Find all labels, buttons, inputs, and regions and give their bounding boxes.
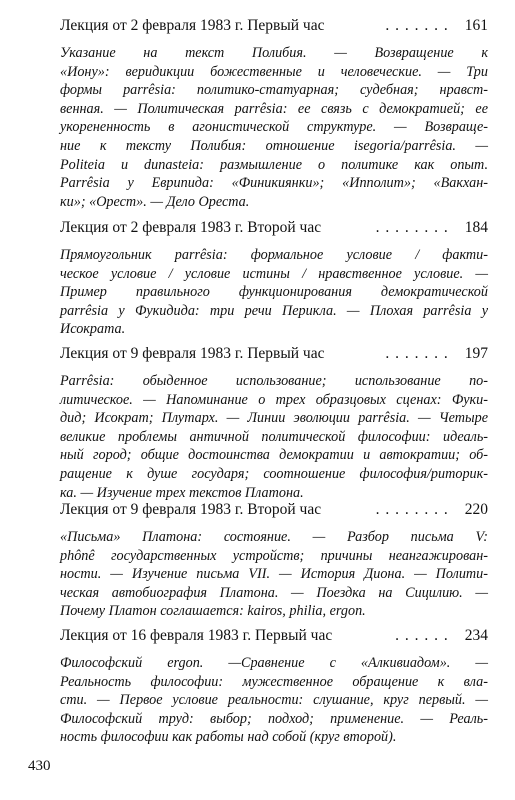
summary-line: Философский труд: выбор; подход; применение. — Реаль- — [60, 710, 488, 727]
summary-line: «Письма» Платона: состояние. — Разбор письма V: — [60, 529, 488, 545]
summary-line: дид; Исократ; Плутарх. — Линии эволюции parrêsia. — Четыре — [60, 410, 488, 427]
lecture-summary — [60, 528, 488, 621]
toc-entry — [60, 500, 488, 621]
summary-line: укорененность в агонистической структуре. — Возвраще- — [60, 119, 488, 136]
summary-line: Пример правильного функционирования демократической — [60, 284, 488, 301]
summary-line: Parrêsia: обыденное использование; использование по- — [60, 373, 488, 389]
summary-line: «Иону»: веридикции божественные и человеческие. — Три — [60, 63, 488, 80]
lecture-title: Лекция от 2 февраля 1983 г. Первый час — [60, 17, 325, 34]
page-reference: 234 — [464, 627, 488, 644]
summary-line: ческое условие / условие истины / нравственное условие. — — [60, 265, 488, 282]
leader-dots: . . . . . . . . — [375, 501, 449, 518]
summary-line: Указание на текст Полибия. — Возвращение к — [60, 45, 488, 61]
summary-line: Politeia и dunasteia: размышление о политике как опыт. — [60, 156, 488, 173]
toc-entry-heading — [60, 218, 488, 238]
page-reference: 161 — [464, 17, 488, 34]
summary-line: ности. — Изучение письма VII. — История Диона. — Полити- — [60, 566, 488, 583]
lecture-summary — [60, 44, 488, 211]
summary-line: ка. — Изучение трех текстов Платона. — [60, 484, 304, 501]
toc-entry-heading — [60, 500, 488, 520]
summary-line: ние к тексту Полибия: отношение isegoria/parrêsia. — — [60, 137, 488, 154]
summary-line: формы parrêsia: политико-статуарная; судебная; нравст- — [60, 82, 488, 99]
lecture-title: Лекция от 9 февраля 1983 г. Первый час — [60, 345, 325, 362]
summary-line: ки»; «Орест». — Дело Ореста. — [60, 193, 250, 210]
toc-entry-heading — [60, 626, 488, 646]
page-reference: 220 — [464, 501, 488, 518]
summary-line: Прямоугольник parrêsia: формальное условие / факти- — [60, 247, 488, 263]
summary-line: Исократа. — [60, 321, 126, 338]
summary-line: ность философии как работы над собой (круг второй). — [60, 729, 397, 746]
lecture-summary — [60, 246, 488, 339]
summary-line: Философский ergon. —Сравнение с «Алкивиадом». — — [60, 655, 488, 671]
leader-dots: . . . . . . . . — [375, 219, 449, 236]
leader-dots: . . . . . . . — [385, 345, 449, 362]
toc-entry — [60, 218, 488, 339]
toc-entry — [60, 626, 488, 747]
summary-line: литическое. — Напоминание о трех образцовых сценах: Фуки- — [60, 391, 488, 408]
lecture-title: Лекция от 2 февраля 1983 г. Второй час — [60, 219, 322, 236]
toc-entry — [60, 344, 488, 502]
summary-line: parrêsia у Фукидида: три речи Перикла. — Плохая parrêsia у — [60, 302, 488, 319]
leader-dots: . . . . . . — [395, 627, 449, 644]
lecture-summary — [60, 654, 488, 747]
summary-line: сти. — Первое условие реальности: слушание, круг первый. — — [60, 692, 488, 709]
page-number: 430 — [28, 758, 51, 774]
summary-line: ращение к душе государя; соотношение философия/риторик- — [60, 465, 488, 482]
summary-line: ческая автобиография Платона. — Поездка на Сицилию. — — [60, 584, 488, 601]
page-reference: 184 — [464, 219, 488, 236]
lecture-title: Лекция от 16 февраля 1983 г. Первый час — [60, 627, 333, 644]
toc-entry-heading — [60, 344, 488, 364]
toc-entry-heading — [60, 16, 488, 36]
lecture-summary — [60, 372, 488, 502]
page-reference: 197 — [464, 345, 488, 362]
leader-dots: . . . . . . . — [385, 17, 449, 34]
toc-entry — [60, 16, 488, 211]
summary-line: phônê государственных устройств; причины неангажирован- — [60, 547, 488, 564]
summary-line: Parrêsia у Еврипида: «Финикиянки»; «Ипполит»; «Вакхан- — [60, 175, 488, 192]
summary-line: ный город; общие достоинства демократии и автократии; об- — [60, 447, 488, 464]
lecture-title: Лекция от 9 февраля 1983 г. Второй час — [60, 501, 322, 518]
summary-line: Реальность философии: мужественное обращение к вла- — [60, 673, 488, 690]
summary-line: великие проблемы античной политической философии: идеаль- — [60, 428, 488, 445]
summary-line: венная. — Политическая parrêsia: ее связь с демократией; ее — [60, 100, 488, 117]
summary-line: Почему Платон соглашается: kairos, philia, ergon. — [60, 603, 366, 620]
